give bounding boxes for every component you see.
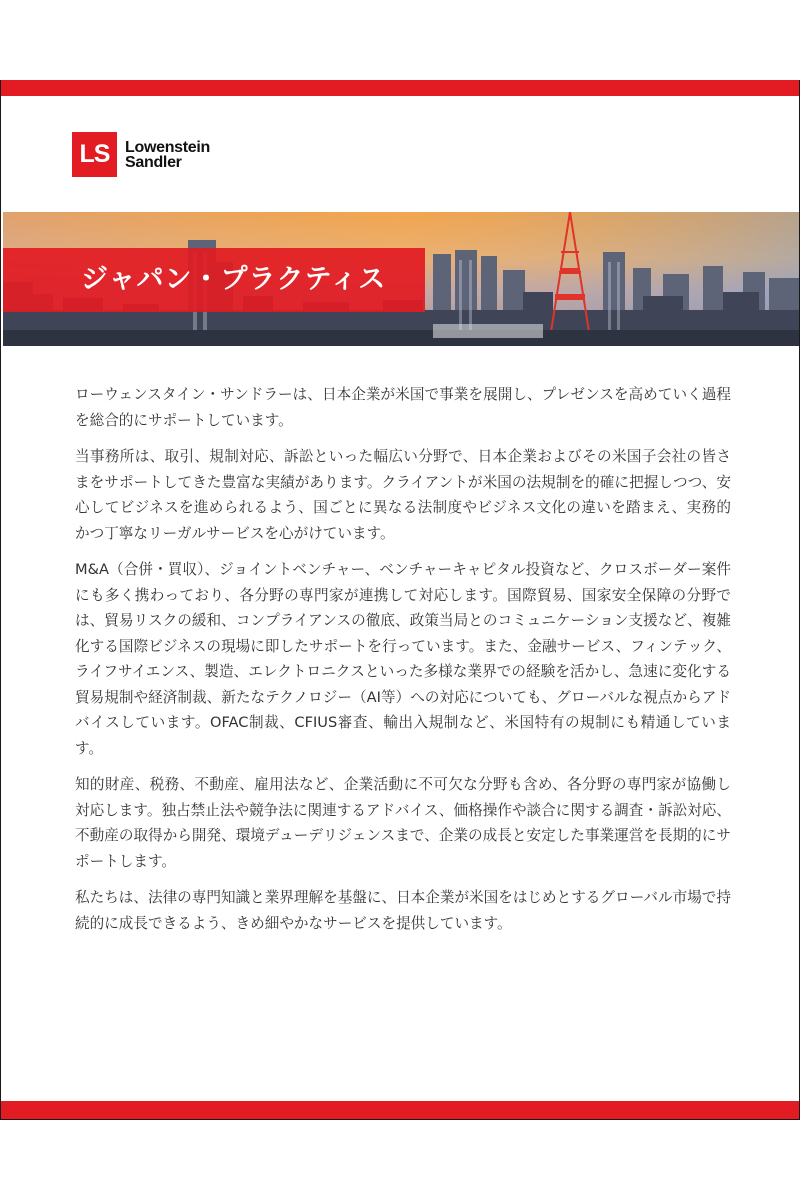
bottom-accent-bar	[1, 1101, 799, 1119]
logo-mark: LS	[72, 132, 117, 177]
brochure-page	[0, 80, 800, 1120]
paragraph-closing: 私たちは、法律の専門知識と業界理解を基盤に、日本企業が米国をはじめとするグローバル市場で持続的に成長できるよう、きめ細やかなサービスを提供しています。	[75, 889, 731, 932]
paragraph-intro: ローウェンスタイン・サンドラーは、日本企業が米国で事業を展開し、プレゼンスを高めていく過程を総合的にサポートしています。	[75, 386, 731, 429]
banner-title: ジャパン・プラクティス	[3, 248, 425, 312]
hero-banner	[3, 212, 799, 346]
body-text	[75, 382, 731, 947]
paragraph-experience: 当事務所は、取引、規制対応、訴訟といった幅広い分野で、日本企業およびその米国子会社の皆さまをサポートしてきた豊富な実績があります。クライアントが米国の法規制を的確に把握しつつ、安心してビジネスを進められるよう、国ごとに異なる法制度やビジネス文化の違いを踏まえ、実務的かつ丁寧なリーガルサービスを心がけています。	[75, 448, 731, 542]
paragraph-practice-areas: 知的財産、税務、不動産、雇用法など、企業活動に不可欠な分野も含め、各分野の専門家が協働し対応します。独占禁止法や競争法に関連するアドバイス、価格操作や談合に関する調査・訴訟対応、不動産の取得から開発、環境デューデリジェンスまで、企業の成長と安定した事業運営を長期的にサポートします。	[75, 776, 731, 870]
company-logo	[72, 132, 210, 177]
logo-wordmark	[125, 140, 210, 170]
paragraph-cross-border: M&A（合併・買収）、ジョイントベンチャー、ベンチャーキャピタル投資など、クロスボーダー案件にも多く携わっており、各分野の専門家が連携して対応します。国際貿易、国家安全保障の分野では、貿易リスクの緩和、コンプライアンスの徹底、政策当局とのコミュニケーション支援など、複雑化する国際ビジネスの現場に即したサポートを行っています。また、金融サービス、フィンテック、ライフサイエンス、製造、エレクトロニクスといった多様な業界での経験を活かし、急速に変化する貿易規制や経済制裁、新たなテクノロジー（AI等）への対応についても、グローバルな視点からアドバイスしています。OFAC制裁、CFIUS審査、輸出入規制など、米国特有の規制にも精通しています。	[75, 561, 731, 757]
logo-name-line2: Sandler	[125, 153, 182, 171]
logo-name-line1: Lowenstein	[125, 138, 211, 156]
top-accent-bar	[1, 80, 799, 96]
